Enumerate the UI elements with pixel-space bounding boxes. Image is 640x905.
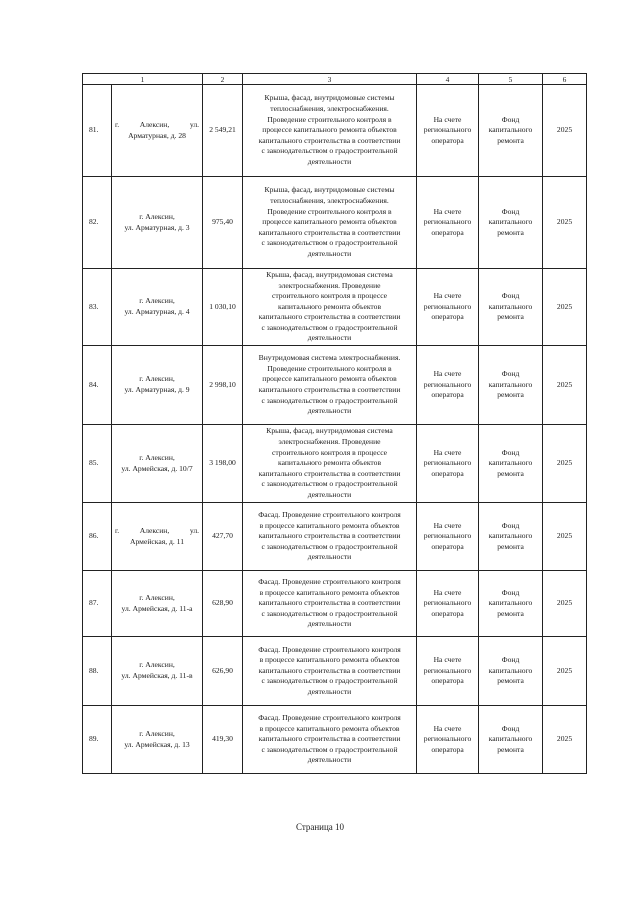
table-row bbox=[83, 346, 587, 425]
works-line: капитального ремонта объектов bbox=[278, 301, 382, 311]
address-cell bbox=[112, 85, 203, 177]
account-location-cell bbox=[417, 425, 479, 503]
works-description-cell bbox=[243, 269, 417, 346]
account-location-cell bbox=[417, 571, 479, 637]
table-row bbox=[83, 637, 587, 706]
funding-source-cell bbox=[479, 425, 543, 503]
works-description-cell bbox=[243, 706, 417, 774]
address-cell bbox=[112, 637, 203, 706]
account-location-line: оператора bbox=[431, 312, 464, 322]
account-location-line: регионального bbox=[423, 458, 472, 468]
funding-source-line: ремонта bbox=[497, 744, 524, 754]
works-line: строительного контроля в процессе bbox=[271, 447, 388, 457]
year-cell: 2025 bbox=[543, 346, 587, 425]
column-header-3: 3 bbox=[243, 74, 417, 85]
works-line: Проведение строительного контроля в bbox=[267, 206, 392, 216]
address-cell bbox=[112, 706, 203, 774]
funding-source-cell bbox=[479, 503, 543, 571]
account-location-cell bbox=[417, 503, 479, 571]
account-location-line: оператора bbox=[431, 390, 464, 400]
account-location-line: оператора bbox=[431, 676, 464, 686]
works-line: деятельности bbox=[307, 755, 352, 765]
works-line: деятельности bbox=[307, 333, 352, 343]
year-cell: 2025 bbox=[543, 177, 587, 269]
year-cell: 2025 bbox=[543, 269, 587, 346]
account-location-line: оператора bbox=[431, 227, 464, 237]
works-line: электроснабжения. Проведение bbox=[278, 437, 381, 447]
table-header-row bbox=[83, 74, 587, 85]
row-number: 89. bbox=[83, 706, 112, 774]
address-cell bbox=[112, 269, 203, 346]
works-line: Проведение строительного контроля в bbox=[267, 363, 392, 373]
funding-source-line: ремонта bbox=[497, 227, 524, 237]
account-location-line: На счете bbox=[433, 369, 462, 379]
address-cell bbox=[112, 571, 203, 637]
funding-source-line: капитального bbox=[488, 531, 533, 541]
funding-source-line: капитального bbox=[488, 734, 533, 744]
funding-source-line: капитального bbox=[488, 301, 533, 311]
works-line: в процессе капитального ремонта объектов bbox=[259, 655, 400, 665]
address-cell bbox=[112, 425, 203, 503]
works-description-cell bbox=[243, 637, 417, 706]
works-line: капитального строительства в соответствии bbox=[258, 598, 401, 608]
table-body bbox=[83, 85, 587, 774]
works-line: капитального строительства в соответствии bbox=[258, 227, 401, 237]
account-location-line: оператора bbox=[431, 468, 464, 478]
address-line: г. Алексин, bbox=[139, 728, 175, 738]
address-line: г. Алексин, bbox=[139, 296, 175, 306]
works-line: с законодательством о градостроительной bbox=[261, 238, 398, 248]
column-header-1: 1 bbox=[83, 74, 203, 85]
funding-source-cell bbox=[479, 706, 543, 774]
funding-source-cell bbox=[479, 637, 543, 706]
funding-source-cell bbox=[479, 571, 543, 637]
row-number: 88. bbox=[83, 637, 112, 706]
address-line: г. Алексин, ул. bbox=[115, 525, 200, 535]
works-line: Крыша, фасад, внутридомовая система bbox=[266, 269, 393, 279]
account-location-cell bbox=[417, 269, 479, 346]
works-line: капитального строительства в соответствии bbox=[258, 665, 401, 675]
funding-source-line: Фонд bbox=[501, 206, 520, 216]
funding-source-line: Фонд bbox=[501, 369, 520, 379]
works-line: процессе капитального ремонта объектов bbox=[262, 217, 397, 227]
cost-cell: 626,90 bbox=[203, 637, 243, 706]
works-line: с законодательством о градостроительной bbox=[261, 608, 398, 618]
works-line: в процессе капитального ремонта объектов bbox=[259, 520, 400, 530]
account-location-line: регионального bbox=[423, 598, 472, 608]
account-location-line: На счете bbox=[433, 447, 462, 457]
funding-source-line: капитального bbox=[488, 379, 533, 389]
table-row bbox=[83, 503, 587, 571]
works-description-cell bbox=[243, 571, 417, 637]
works-line: деятельности bbox=[307, 552, 352, 562]
account-location-cell bbox=[417, 346, 479, 425]
year-cell: 2025 bbox=[543, 425, 587, 503]
works-line: теплоснабжения, электроснабжения. bbox=[270, 196, 389, 206]
works-line: капитального строительства в соответствии bbox=[258, 734, 401, 744]
account-location-line: На счете bbox=[433, 655, 462, 665]
works-line: деятельности bbox=[307, 156, 352, 166]
funding-source-cell bbox=[479, 269, 543, 346]
column-header-2: 2 bbox=[203, 74, 243, 85]
works-description-cell bbox=[243, 425, 417, 503]
funding-source-line: ремонта bbox=[497, 312, 524, 322]
table-row bbox=[83, 571, 587, 637]
funding-source-line: капитального bbox=[488, 665, 533, 675]
table-row bbox=[83, 85, 587, 177]
works-line: с законодательством о градостроительной bbox=[261, 146, 398, 156]
table-row bbox=[83, 269, 587, 346]
account-location-line: оператора bbox=[431, 541, 464, 551]
works-line: с законодательством о градостроительной bbox=[261, 541, 398, 551]
address-line: ул. Армейская, д. 13 bbox=[124, 739, 190, 749]
works-line: в процессе капитального ремонта объектов bbox=[259, 723, 400, 733]
works-line: Крыша, фасад, внутридомовая система bbox=[266, 426, 393, 436]
account-location-line: На счете bbox=[433, 520, 462, 530]
works-line: деятельности bbox=[307, 406, 352, 416]
cost-cell: 1 030,10 bbox=[203, 269, 243, 346]
funding-source-cell bbox=[479, 346, 543, 425]
page-number: Страница 10 bbox=[295, 822, 345, 832]
works-line: процессе капитального ремонта объектов bbox=[262, 125, 397, 135]
account-location-line: регионального bbox=[423, 217, 472, 227]
address-line: г. Алексин, bbox=[139, 452, 175, 462]
works-line: деятельности bbox=[307, 686, 352, 696]
works-description-cell bbox=[243, 346, 417, 425]
funding-source-line: капитального bbox=[488, 125, 533, 135]
funding-source-line: ремонта bbox=[497, 390, 524, 400]
address-line: г. Алексин, ул. bbox=[115, 119, 200, 129]
works-line: с законодательством о градостроительной bbox=[261, 744, 398, 754]
cost-cell: 628,90 bbox=[203, 571, 243, 637]
works-line: Фасад. Проведение строительного контроля bbox=[258, 644, 401, 654]
funding-source-line: капитального bbox=[488, 217, 533, 227]
funding-source-line: Фонд bbox=[501, 520, 520, 530]
column-header-4: 4 bbox=[417, 74, 479, 85]
account-location-line: На счете bbox=[433, 114, 462, 124]
works-line: деятельности bbox=[307, 619, 352, 629]
year-cell: 2025 bbox=[543, 571, 587, 637]
funding-source-line: Фонд bbox=[501, 655, 520, 665]
row-number: 83. bbox=[83, 269, 112, 346]
funding-source-line: ремонта bbox=[497, 541, 524, 551]
address-line: ул. Арматурная, д. 4 bbox=[124, 307, 190, 316]
address-line: г. Алексин, bbox=[139, 374, 175, 384]
works-line: капитального строительства в соответствии bbox=[258, 135, 401, 145]
cost-cell: 419,30 bbox=[203, 706, 243, 774]
account-location-line: На счете bbox=[433, 206, 462, 216]
account-location-line: На счете bbox=[433, 291, 462, 301]
year-cell: 2025 bbox=[543, 637, 587, 706]
row-number: 82. bbox=[83, 177, 112, 269]
account-location-cell bbox=[417, 85, 479, 177]
account-location-line: оператора bbox=[431, 135, 464, 145]
row-number: 87. bbox=[83, 571, 112, 637]
year-cell: 2025 bbox=[543, 706, 587, 774]
account-location-cell bbox=[417, 706, 479, 774]
address-line: Армейская, д. 11 bbox=[130, 536, 184, 546]
funding-source-line: Фонд bbox=[501, 447, 520, 457]
funding-source-line: ремонта bbox=[497, 608, 524, 618]
funding-source-cell bbox=[479, 177, 543, 269]
works-line: Фасад. Проведение строительного контроля bbox=[258, 577, 401, 587]
address-line: ул. Арматурная, д. 3 bbox=[124, 222, 190, 232]
works-line: капитального строительства в соответствии bbox=[258, 385, 401, 394]
funding-source-cell bbox=[479, 85, 543, 177]
address-line: ул. Армейская, д. 10/7 bbox=[121, 463, 193, 473]
address-line: г. Алексин, bbox=[139, 660, 175, 670]
works-description-cell bbox=[243, 85, 417, 177]
repair-plan-table bbox=[82, 73, 587, 774]
funding-source-line: ремонта bbox=[497, 135, 524, 145]
funding-source-line: ремонта bbox=[497, 676, 524, 686]
account-location-cell bbox=[417, 177, 479, 269]
address-cell bbox=[112, 346, 203, 425]
funding-source-line: капитального bbox=[488, 458, 533, 468]
address-line: г. Алексин, bbox=[139, 211, 175, 221]
works-line: процессе капитального ремонта объектов bbox=[262, 374, 397, 384]
works-line: Внутридомовая система электроснабжения. bbox=[258, 353, 401, 363]
account-location-line: оператора bbox=[431, 744, 464, 754]
cost-cell: 3 198,00 bbox=[203, 425, 243, 503]
works-line: Фасад. Проведение строительного контроля bbox=[258, 713, 401, 723]
works-line: Крыша, фасад, внутридомовые системы bbox=[264, 185, 395, 195]
works-line: электроснабжения. Проведение bbox=[278, 280, 381, 290]
works-line: Крыша, фасад, внутридомовые системы bbox=[264, 93, 395, 103]
works-line: капитального ремонта объектов bbox=[278, 458, 382, 468]
address-line: ул. Армейская, д. 11-в bbox=[121, 671, 193, 680]
funding-source-line: Фонд bbox=[501, 587, 520, 597]
funding-source-line: Фонд bbox=[501, 114, 520, 124]
works-line: строительного контроля в процессе bbox=[271, 291, 388, 301]
address-line: Арматурная, д. 28 bbox=[128, 130, 186, 140]
funding-source-line: Фонд bbox=[501, 723, 520, 733]
works-line: капитального строительства в соответствии bbox=[258, 531, 401, 541]
works-description-cell bbox=[243, 177, 417, 269]
cost-cell: 427,70 bbox=[203, 503, 243, 571]
row-number: 86. bbox=[83, 503, 112, 571]
account-location-line: регионального bbox=[423, 125, 472, 135]
works-line: капитального строительства в соответствии bbox=[258, 312, 401, 322]
works-line: Проведение строительного контроля в bbox=[267, 114, 392, 124]
cost-cell: 2 549,21 bbox=[203, 85, 243, 177]
row-number: 81. bbox=[83, 85, 112, 177]
account-location-line: регионального bbox=[423, 531, 472, 541]
works-line: в процессе капитального ремонта объектов bbox=[259, 587, 400, 597]
column-header-5: 5 bbox=[479, 74, 543, 85]
works-line: с законодательством о градостроительной bbox=[261, 395, 398, 405]
cost-cell: 2 998,10 bbox=[203, 346, 243, 425]
works-line: с законодательством о градостроительной bbox=[261, 322, 398, 332]
works-line: деятельности bbox=[307, 489, 352, 499]
works-line: капитального строительства в соответствии bbox=[258, 468, 401, 478]
row-number: 85. bbox=[83, 425, 112, 503]
works-line: Фасад. Проведение строительного контроля bbox=[258, 510, 401, 520]
account-location-line: регионального bbox=[423, 665, 472, 675]
account-location-line: На счете bbox=[433, 723, 462, 733]
table-row bbox=[83, 706, 587, 774]
account-location-line: оператора bbox=[431, 608, 464, 618]
address-line: ул. Армейская, д. 11-а bbox=[121, 603, 193, 613]
works-description-cell bbox=[243, 503, 417, 571]
works-line: теплоснабжения, электроснабжения. bbox=[270, 104, 389, 114]
account-location-line: На счете bbox=[433, 587, 462, 597]
works-line: с законодательством о градостроительной bbox=[261, 676, 398, 686]
address-cell bbox=[112, 503, 203, 571]
address-line: г. Алексин, bbox=[139, 592, 175, 602]
works-line: деятельности bbox=[307, 248, 352, 258]
account-location-line: регионального bbox=[423, 301, 472, 311]
account-location-line: регионального bbox=[423, 379, 472, 389]
row-number: 84. bbox=[83, 346, 112, 425]
address-cell bbox=[112, 177, 203, 269]
column-header-6: 6 bbox=[543, 74, 587, 85]
funding-source-line: Фонд bbox=[501, 291, 520, 301]
funding-source-line: капитального bbox=[488, 598, 533, 608]
table-row bbox=[83, 177, 587, 269]
account-location-cell bbox=[417, 637, 479, 706]
address-line: ул. Арматурная, д. 9 bbox=[124, 385, 190, 394]
year-cell: 2025 bbox=[543, 85, 587, 177]
table-row bbox=[83, 425, 587, 503]
cost-cell: 975,40 bbox=[203, 177, 243, 269]
account-location-line: регионального bbox=[423, 734, 472, 744]
works-line: с законодательством о градостроительной bbox=[261, 479, 398, 489]
funding-source-line: ремонта bbox=[497, 468, 524, 478]
year-cell: 2025 bbox=[543, 503, 587, 571]
